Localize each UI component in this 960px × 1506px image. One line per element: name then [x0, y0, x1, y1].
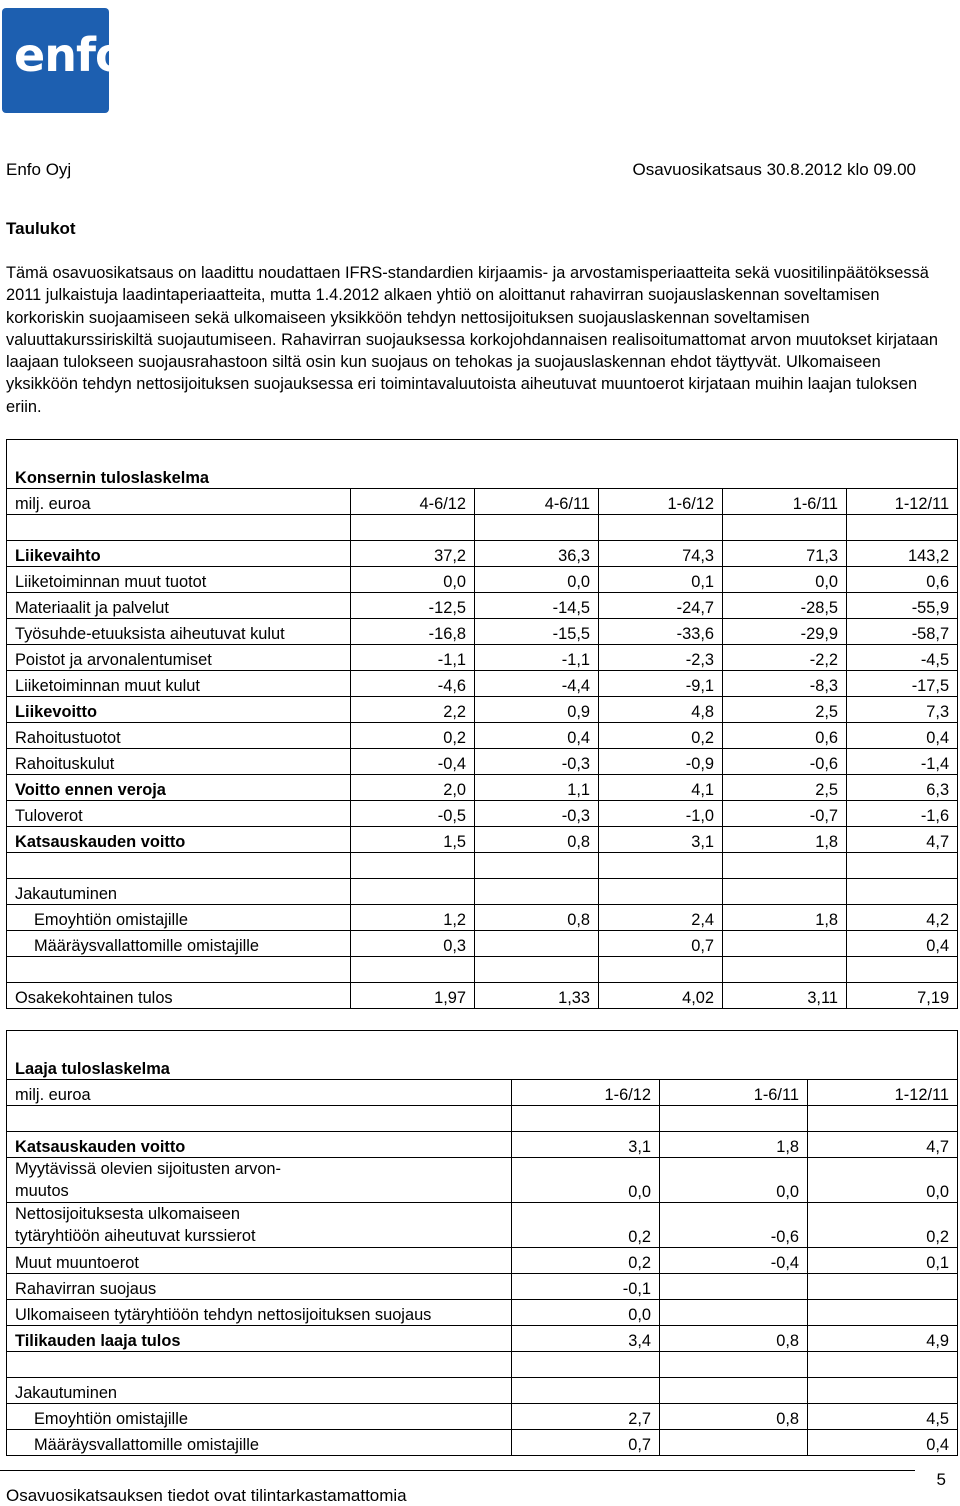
enfo-logo [2, 8, 126, 113]
value-cell: 1,33 [475, 983, 599, 1009]
row-label: Katsauskauden voitto [7, 827, 351, 853]
empty-cell [351, 515, 475, 541]
empty-cell [660, 1106, 808, 1132]
value-cell: 0,6 [723, 723, 847, 749]
value-cell: -0,5 [351, 801, 475, 827]
value-cell: 0,4 [808, 1430, 958, 1456]
value-cell: 0,9 [475, 697, 599, 723]
value-cell [475, 931, 599, 957]
value-cell: -17,5 [847, 671, 958, 697]
value-cell: 3,1 [512, 1132, 660, 1158]
table-row [7, 775, 958, 801]
empty-cell [599, 853, 723, 879]
value-cell: 74,3 [599, 541, 723, 567]
table-title-row [7, 1031, 958, 1080]
table-row [7, 749, 958, 775]
table-title: Konsernin tuloslaskelma [7, 440, 958, 489]
value-cell: 0,2 [512, 1203, 660, 1248]
value-cell: -0,6 [723, 749, 847, 775]
value-cell: -55,9 [847, 593, 958, 619]
spacer-row [7, 515, 958, 541]
empty-cell [847, 879, 958, 905]
unit-label: milj. euroa [7, 1080, 512, 1106]
value-cell [808, 1300, 958, 1326]
row-label: Rahoituskulut [7, 749, 351, 775]
column-header-row [7, 489, 958, 515]
empty-cell [723, 515, 847, 541]
value-cell: -0,3 [475, 749, 599, 775]
value-cell: 4,7 [808, 1132, 958, 1158]
value-cell: 0,2 [512, 1248, 660, 1274]
table-row [7, 1300, 958, 1326]
logo-text: enfo [14, 28, 126, 82]
value-cell: 0,4 [475, 723, 599, 749]
value-cell: 4,9 [808, 1326, 958, 1352]
empty-cell [808, 1378, 958, 1404]
value-cell: -1,4 [847, 749, 958, 775]
table-title-row [7, 440, 958, 489]
value-cell: 0,0 [660, 1158, 808, 1203]
spacer-row [7, 853, 958, 879]
table-row [7, 801, 958, 827]
empty-cell [808, 1106, 958, 1132]
empty-cell [351, 957, 475, 983]
value-cell: 3,1 [599, 827, 723, 853]
table-row [7, 1248, 958, 1274]
value-cell: 3,11 [723, 983, 847, 1009]
table-row [7, 697, 958, 723]
value-cell: -0,9 [599, 749, 723, 775]
value-cell: -58,7 [847, 619, 958, 645]
value-cell: -0,7 [723, 801, 847, 827]
column-header: 1-12/11 [808, 1080, 958, 1106]
value-cell: 4,8 [599, 697, 723, 723]
empty-cell [660, 1352, 808, 1378]
value-cell: 0,7 [599, 931, 723, 957]
value-cell: 1,8 [660, 1132, 808, 1158]
value-cell: -4,5 [847, 645, 958, 671]
empty-cell [808, 1352, 958, 1378]
row-label: Liiketoiminnan muut tuotot [7, 567, 351, 593]
distribution-header-row [7, 879, 958, 905]
column-header-row [7, 1080, 958, 1106]
table-row [7, 1274, 958, 1300]
row-label: Voitto ennen veroja [7, 775, 351, 801]
row-label-line: Myytävissä olevien sijoitusten arvon- [15, 1160, 282, 1178]
value-cell: -0,1 [512, 1274, 660, 1300]
value-cell: 2,5 [723, 775, 847, 801]
page-number: 5 [936, 1470, 946, 1489]
value-cell: 0,7 [512, 1430, 660, 1456]
table-row [7, 1430, 958, 1456]
empty-cell [512, 1378, 660, 1404]
spacer-row [7, 1106, 958, 1132]
value-cell [808, 1274, 958, 1300]
value-cell: 36,3 [475, 541, 599, 567]
row-label: Emoyhtiön omistajille [7, 1404, 512, 1430]
eps-row [7, 983, 958, 1009]
empty-cell [7, 515, 351, 541]
value-cell: 0,0 [512, 1158, 660, 1203]
table-row [7, 567, 958, 593]
value-cell: -2,2 [723, 645, 847, 671]
table-row [7, 905, 958, 931]
value-cell: -1,1 [351, 645, 475, 671]
table-row [7, 1326, 958, 1352]
unit-label: milj. euroa [7, 489, 351, 515]
empty-cell [847, 957, 958, 983]
empty-cell [351, 879, 475, 905]
value-cell: 1,2 [351, 905, 475, 931]
value-cell: -1,6 [847, 801, 958, 827]
value-cell: 0,0 [351, 567, 475, 593]
value-cell: 1,8 [723, 905, 847, 931]
row-label: Osakekohtainen tulos [7, 983, 351, 1009]
value-cell: 0,6 [847, 567, 958, 593]
row-label: Rahoitustuotot [7, 723, 351, 749]
value-cell [723, 931, 847, 957]
row-label-line: Nettosijoituksesta ulkomaiseen [15, 1205, 241, 1223]
value-cell: 6,3 [847, 775, 958, 801]
value-cell: -33,6 [599, 619, 723, 645]
row-label: Määräysvallattomille omistajille [7, 1430, 512, 1456]
value-cell: 0,0 [808, 1158, 958, 1203]
table-row [7, 1158, 958, 1203]
empty-cell [660, 1378, 808, 1404]
column-header: 1-12/11 [847, 489, 958, 515]
empty-cell [7, 957, 351, 983]
spacer-row [7, 957, 958, 983]
table-row [7, 593, 958, 619]
value-cell: 37,2 [351, 541, 475, 567]
empty-cell [847, 515, 958, 541]
table-row [7, 1203, 958, 1248]
section-title: Taulukot [6, 219, 76, 238]
value-cell: -0,3 [475, 801, 599, 827]
value-cell: 4,7 [847, 827, 958, 853]
table-row [7, 931, 958, 957]
row-label: Liikevaihto [7, 541, 351, 567]
value-cell: 2,0 [351, 775, 475, 801]
value-cell: 0,2 [808, 1203, 958, 1248]
table-row [7, 723, 958, 749]
empty-cell [7, 853, 351, 879]
value-cell: 1,8 [723, 827, 847, 853]
empty-cell [351, 853, 475, 879]
value-cell [660, 1430, 808, 1456]
value-cell: -0,4 [660, 1248, 808, 1274]
value-cell: 1,1 [475, 775, 599, 801]
income-statement-table [6, 439, 958, 1009]
row-label: Muut muuntoerot [7, 1248, 512, 1274]
empty-cell [599, 957, 723, 983]
row-label: Ulkomaiseen tytäryhtiöön tehdyn nettosijoituksen suojaus [7, 1300, 512, 1326]
value-cell: 0,2 [599, 723, 723, 749]
column-header: 1-6/12 [512, 1080, 660, 1106]
empty-cell [723, 853, 847, 879]
value-cell [660, 1274, 808, 1300]
value-cell: 143,2 [847, 541, 958, 567]
row-label-line: tytäryhtiöön aiheutuvat kurssierot [15, 1227, 256, 1245]
empty-cell [599, 515, 723, 541]
value-cell: -9,1 [599, 671, 723, 697]
column-header: 4-6/12 [351, 489, 475, 515]
value-cell: 0,8 [660, 1326, 808, 1352]
value-cell: 4,2 [847, 905, 958, 931]
value-cell: 0,0 [475, 567, 599, 593]
value-cell: 7,19 [847, 983, 958, 1009]
value-cell: 1,97 [351, 983, 475, 1009]
empty-cell [723, 957, 847, 983]
value-cell: 2,5 [723, 697, 847, 723]
table-row [7, 1404, 958, 1430]
value-cell: -1,0 [599, 801, 723, 827]
empty-cell [7, 1352, 512, 1378]
column-header: 1-6/11 [723, 489, 847, 515]
value-cell: 0,0 [723, 567, 847, 593]
empty-cell [475, 957, 599, 983]
column-header: 1-6/12 [599, 489, 723, 515]
value-cell: -1,1 [475, 645, 599, 671]
empty-cell [512, 1352, 660, 1378]
row-label: Määräysvallattomille omistajille [7, 931, 351, 957]
empty-cell [475, 853, 599, 879]
row-label-line: muutos [15, 1182, 69, 1200]
value-cell: -12,5 [351, 593, 475, 619]
table-title: Laaja tuloslaskelma [7, 1031, 958, 1080]
value-cell: -8,3 [723, 671, 847, 697]
value-cell: 4,1 [599, 775, 723, 801]
empty-cell [475, 515, 599, 541]
value-cell: 7,3 [847, 697, 958, 723]
distribution-header-row [7, 1378, 958, 1404]
value-cell: 2,4 [599, 905, 723, 931]
row-label: Liiketoiminnan muut kulut [7, 671, 351, 697]
value-cell: 0,8 [660, 1404, 808, 1430]
footer-note: Osavuosikatsauksen tiedot ovat tilintarkastamattomia [6, 1486, 407, 1505]
value-cell: 0,3 [351, 931, 475, 957]
report-title: Osavuosikatsaus 30.8.2012 klo 09.00 [632, 160, 916, 179]
table-row [7, 645, 958, 671]
empty-cell [7, 1106, 512, 1132]
table-row [7, 541, 958, 567]
value-cell: 0,4 [847, 723, 958, 749]
row-label: Katsauskauden voitto [7, 1132, 512, 1158]
value-cell: 4,5 [808, 1404, 958, 1430]
table-row [7, 827, 958, 853]
value-cell: 0,8 [475, 827, 599, 853]
value-cell [660, 1300, 808, 1326]
table-row [7, 1132, 958, 1158]
row-label [7, 1158, 512, 1203]
row-label: Työsuhde-etuuksista aiheutuvat kulut [7, 619, 351, 645]
value-cell: -2,3 [599, 645, 723, 671]
value-cell: 0,0 [512, 1300, 660, 1326]
footer-divider [0, 1470, 915, 1471]
value-cell: 2,7 [512, 1404, 660, 1430]
column-header: 4-6/11 [475, 489, 599, 515]
row-label: Poistot ja arvonalentumiset [7, 645, 351, 671]
distribution-label: Jakautuminen [7, 879, 351, 905]
empty-cell [599, 879, 723, 905]
value-cell: -4,4 [475, 671, 599, 697]
row-label [7, 1203, 512, 1248]
row-label: Tuloverot [7, 801, 351, 827]
table-row [7, 671, 958, 697]
value-cell: 3,4 [512, 1326, 660, 1352]
spacer-row [7, 1352, 958, 1378]
value-cell: -0,4 [351, 749, 475, 775]
value-cell: -14,5 [475, 593, 599, 619]
row-label: Liikevoitto [7, 697, 351, 723]
value-cell: -15,5 [475, 619, 599, 645]
value-cell: 0,8 [475, 905, 599, 931]
empty-cell [723, 879, 847, 905]
company-name: Enfo Oyj [6, 160, 72, 179]
distribution-label: Jakautuminen [7, 1378, 512, 1404]
value-cell: 0,4 [847, 931, 958, 957]
value-cell: 4,02 [599, 983, 723, 1009]
value-cell: -29,9 [723, 619, 847, 645]
row-label: Tilikauden laaja tulos [7, 1326, 512, 1352]
value-cell: 0,1 [599, 567, 723, 593]
intro-paragraph: Tämä osavuosikatsaus on laadittu noudattaen IFRS-standardien kirjaamis- ja arvostamisperiaatteita sekä vuositilinpäätöksessä 2011 julkaistuja laadintaperiaatteita, mutta 1.4.2012 alkaen yhtiö on aloittanut rahavirran suojauslaskennan soveltamisen korkoriskin suojaamiseen sekä ulkomaiseen yksikköön tehdyn nettosijoituksen suojauslaskennan soveltamisen valuuttakurssiriskiltä suojautumiseen. Rahavirran suojauksessa korkojohdannaisen realisoitumattomat arvon muutokset kirjataan laajaan tulokseen suojausrahastoon siltä osin kun suojaus on tehokas ja suojauslaskennan ehdot täyttyvät. Ulkomaiseen yksikköön tehdyn nettosijoituksen suojauksessa eri toimintavaluutoista aiheutuvat muuntoerot kirjataan muihin laajan tuloksen eriin. [6, 264, 939, 416]
value-cell: 71,3 [723, 541, 847, 567]
value-cell: -28,5 [723, 593, 847, 619]
row-label: Emoyhtiön omistajille [7, 905, 351, 931]
empty-cell [475, 879, 599, 905]
comprehensive-income-table [6, 1030, 958, 1456]
value-cell: 0,1 [808, 1248, 958, 1274]
column-header: 1-6/11 [660, 1080, 808, 1106]
empty-cell [512, 1106, 660, 1132]
value-cell: 0,2 [351, 723, 475, 749]
row-label: Materiaalit ja palvelut [7, 593, 351, 619]
value-cell: -4,6 [351, 671, 475, 697]
value-cell: 2,2 [351, 697, 475, 723]
value-cell: 1,5 [351, 827, 475, 853]
value-cell: -0,6 [660, 1203, 808, 1248]
value-cell: -24,7 [599, 593, 723, 619]
table-row [7, 619, 958, 645]
row-label: Rahavirran suojaus [7, 1274, 512, 1300]
empty-cell [847, 853, 958, 879]
value-cell: -16,8 [351, 619, 475, 645]
